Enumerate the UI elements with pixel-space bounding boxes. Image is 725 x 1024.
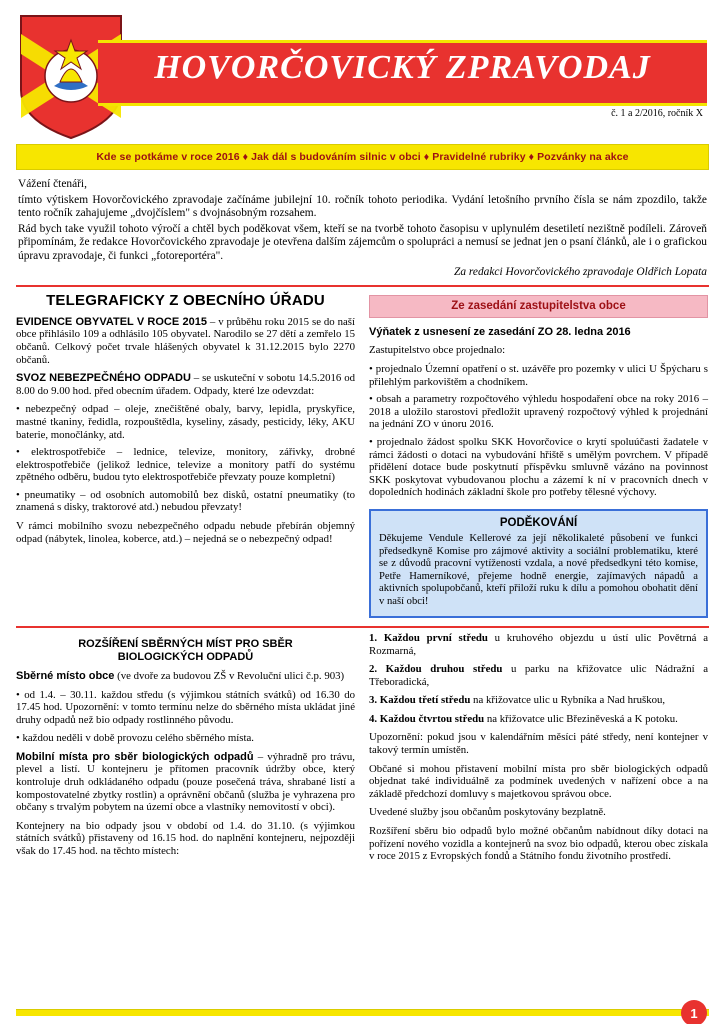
intro-paragraph-1: tímto výtiskem Hovorčovického zpravodaje začínáme jubilejní 10. ročník tohoto periodika. Vydání letošního prvního čísla se nám zpozdilo, takže tento ročník zahajujeme „dvojčíslem" s dvojnásobným rozsahem.: [18, 193, 707, 220]
divider-middle: [16, 626, 709, 628]
mobile-points-text: – výhradně pro trávu, plevel a listí. U kontejneru je přítomen pracovník údržby obce, který kontroluje druh odkládaného odpadu (pouze posečená tráva, shrabané listí a kompostovatelné zbytky rostlin) a oprávnění občanů (služba je vyhrazena pro občany s trvalým pobytem na území obce a vlastníky nemovitostí v obci).: [16, 750, 355, 814]
schedule-item-label: 4. Každou čtvrtou středu: [369, 712, 485, 725]
hazardous-waste-paragraph: [16, 372, 355, 397]
mobile-points-heading: Mobilní místa pro sběr biologických odpadů: [16, 750, 254, 763]
column-left: [16, 287, 355, 618]
masthead-title-band: [98, 40, 707, 106]
schedule-item: [369, 694, 708, 707]
evidence-heading: EVIDENCE OBYVATEL V ROCE 2015: [16, 315, 207, 328]
list-item: • pneumatiky – od osobních automobilů bez disků, ostatní pneumatiky (to znamená s disky, traktorové atd.) nebudou převzaty!: [16, 488, 355, 514]
schedule-item: [369, 632, 708, 657]
column-right: [369, 287, 708, 618]
bio-section-title: [16, 638, 355, 664]
editorial-intro: [18, 178, 707, 279]
hazardous-waste-text: – se uskuteční v sobotu 14.5.2016 od 8.00 do 9.00 hod. před obecním úřadem. Odpady, které lze odevzdat:: [16, 372, 355, 397]
mobile-points-paragraph: [16, 751, 355, 814]
schedule-item-label: 1. Každou první středu: [369, 631, 488, 644]
collection-point-text: (ve dvoře za budovou ZŠ v Revoluční ulici č.p. 903): [114, 669, 345, 682]
council-resolution-list: [369, 363, 708, 499]
hazardous-waste-heading: SVOZ NEBEZPEČNÉHO ODPADU: [16, 372, 191, 385]
collection-point-bullet-2: • každou neděli v době provozu celého sběrného místa.: [16, 732, 254, 745]
main-columns: [16, 287, 709, 618]
hazardous-waste-list: [16, 403, 355, 514]
intro-paragraph-2: Rád bych take využil tohoto výročí a chtěl bych poděkovat všem, kteří se na tvorbě tohoto časopisu v uplynulém desetiletí nezištně podíleli. Zároveň připomínám, že redakce Hovorčovického zpravodaje je otevřena dalším zájemcům o spolupráci a nemusí se jednat jen o psaní článků, ale i o grafickou úpravu zpravodaje, či funkci „fotoreportéra".: [18, 222, 707, 262]
bio-title-line2: BIOLOGICKÝCH ODPADŮ: [117, 650, 254, 663]
funding-note: Rozšíření sběru bio odpadů bylo možné občanům nabídnout díky dotaci na pořízení nového vozidla a kontejnerů na svoz bio odpadů, kterou obec získala v roce 2015 z Evropských fondů a Státního fondu životního prostředí.: [369, 825, 708, 863]
masthead: [0, 0, 725, 140]
page-number-badge: 1: [681, 1000, 707, 1024]
footer: [0, 998, 725, 1024]
issue-info: č. 1 a 2/2016, ročník X: [611, 108, 703, 119]
page-title: HOVORČOVICKÝ ZPRAVODAJ: [154, 49, 651, 86]
list-item: • obsah a parametry rozpočtového výhledu hospodaření obce na roky 2016 – 2018 a uložilo starostovi předložit upravený rozpočtový výhled k projednání na jednání ZO v únoru 2016.: [369, 393, 708, 431]
schedule-item-label: 2. Každou druhou středu: [369, 663, 503, 676]
bottom-columns: [16, 632, 709, 869]
schedule-item-text: na křižovatce ulic Březiněveská a K potoku.: [484, 712, 678, 725]
thanks-title: PODĚKOVÁNÍ: [499, 516, 578, 529]
bio-title-line1: ROZŠÍŘENÍ SBĚRNÝCH MÍST PRO SBĚR: [78, 637, 293, 650]
council-section-header: Ze zasedání zastupitelstva obce: [369, 295, 708, 318]
left-section-title: TELEGRAFICKY Z OBECNÍHO ÚŘADU: [46, 292, 325, 310]
schedule-item: [369, 713, 708, 726]
list-item: • projednalo žádost spolku SKK Hovorčovice o krytí spoluúčasti žadatele v rámci žádosti o dotaci na vybudování hřiště s umělým povrchem. V případě přidělení dotace bude poskytnutí příspěvku smluvně vázáno na povinnost SKK poskytovat vybudovanou plochu a zázemí k ní v pracovních dnech v dopoledních hodinách základní škole pro potřeby tělesné výchovy.: [369, 435, 708, 499]
schedule-item: [369, 663, 708, 688]
collection-point-heading: Sběrné místo obce: [16, 669, 115, 682]
teaser-band: Kde se potkáme v roce 2016 ♦ Jak dál s budováním silnic v obci ♦ Pravidelné rubriky ♦ Pozvánky na akce: [16, 144, 709, 170]
thanks-text: Děkujeme Vendule Kellerové za její několikaleté působení ve funkci předsedkyně Komise pro zájmové aktivity a sociální problematiku, které se z důvodů pracovní vytíženosti vzdala, a nové předsedkyni této komise, Petře Hamerníkové, přejeme hodně energie, zajímavých nápadů a aktivních spolupobčanů, kteří přiloží ruku k dílu a pomohou obohatit dění v naší obci!: [379, 533, 698, 607]
schedule-item-text: u parku na křižovatce ulic Nádražní a Třeboradická,: [369, 663, 709, 688]
column-bottom-left: [16, 632, 355, 869]
footer-yellow-bar: [16, 1009, 709, 1016]
free-service-note: Uvedené služby jsou občanům poskytovány bezplatně.: [369, 806, 606, 819]
thanks-box: [369, 509, 708, 618]
individual-order-note: Občané si mohou přistavení mobilní místa pro sběr biologických odpadů objednat také individuálně za podmínek uvedených v nařízení obce a na základě předchozí domluvy s majetkovou správou obce.: [369, 762, 708, 800]
hazardous-waste-closing: V rámci mobilního svozu nebezpečného odpadu nebude přebírán objemný odpad (nábytek, linolea, koberce, atd.) – nejedná se o nebezpečný odpad!: [16, 520, 355, 545]
schedule-note: Upozornění: pokud jsou v kalendářním měsíci páté středy, není kontejner v takový termín umístěn.: [369, 731, 708, 757]
intro-greeting: Vážení čtenáři,: [18, 178, 87, 190]
collection-point-bullet-1: • od 1.4. – 30.11. každou středu (s výjimkou státních svátků) od 16.30 do 17.45 hod. Upozornění: v tomto termínu nelze do sběrného místa ukládat jiné druhy odpadů než bio odpady rostlinného původu.: [16, 688, 355, 726]
schedule-item-text: u kruhového objezdu u ústí ulic Povětrná a Rozmarná,: [369, 631, 708, 657]
list-item: • elektrospotřebiče – lednice, televize, monitory, zářivky, drobné elektrospotřebiče (jelikož lednice, televize a monitory patří do systému zpětného odběru, budou tyto elektrospotřebiče převzaty pouze kompletní): [16, 446, 355, 484]
container-schedule-intro: Kontejnery na bio odpady jsou v období od 1.4. do 31.10. (s výjimkou státních svátků) přistaveny od 16.15 hod. do naplnění kontejneru, nejpozději však do 17.45 hod. na těchto místech:: [16, 819, 355, 858]
intro-signature: Za redakci Hovorčovického zpravodaje Oldřich Lopata: [454, 265, 707, 278]
list-item: • projednalo Územní opatření o st. uzávěře pro pozemky v ulici U Špýcharu s přilehlým parkovištěm a chodníkem.: [369, 362, 708, 388]
schedule-item-text: na křižovatce ulic u Rybníka a Nad hruškou,: [470, 694, 666, 707]
list-item: • nebezpečný odpad – oleje, znečištěné obaly, barvy, lepidla, pryskyřice, mastné tkaniny, ředidla, rozpouštědla, kyseliny, zásady, pesticidy, léky, AKU baterie, monočlánky, atd.: [16, 403, 355, 441]
collection-point-paragraph: [16, 670, 355, 683]
evidence-paragraph: [16, 316, 355, 366]
evidence-text: – v průběhu roku 2015 se do naší obce přihlásilo 109 a odhlásilo 105 obyvatel. Narodilo se 27 dětí a zemřelo 15 občanů. Celkový počet trvale hlášených obyvatel k 31.12.2015 bylo 2270 občanů.: [16, 315, 355, 366]
council-subtitle: Výňatek z usnesení ze zasedání ZO 28. ledna 2016: [369, 325, 631, 338]
schedule-item-label: 3. Každou třetí středu: [369, 694, 471, 707]
council-lead: Zastupitelstvo obce projednalo:: [369, 344, 506, 357]
column-bottom-right: [369, 632, 708, 869]
